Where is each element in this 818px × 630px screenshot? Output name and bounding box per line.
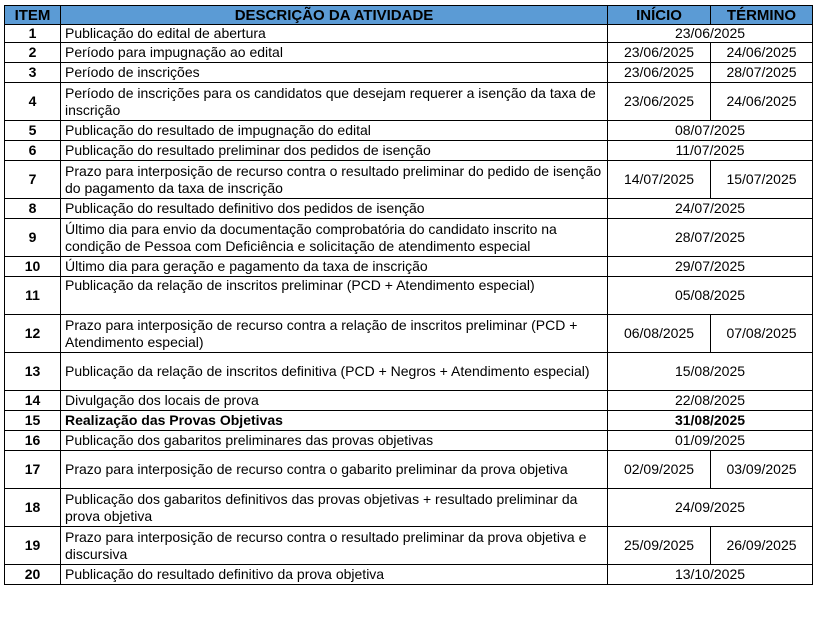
start-date-cell: 14/07/2025 [608, 161, 711, 199]
start-date-cell: 23/06/2025 [608, 43, 711, 63]
table-row [5, 199, 813, 219]
date-cell: 13/10/2025 [608, 565, 813, 585]
date-cell: 29/07/2025 [608, 257, 813, 277]
table-row [5, 43, 813, 63]
activity-description: Período de inscrições [61, 63, 608, 83]
header-row [5, 6, 813, 25]
header-end: TÉRMINO [711, 6, 813, 25]
date-cell: 24/07/2025 [608, 199, 813, 219]
end-date-cell: 07/08/2025 [711, 315, 813, 353]
table-row [5, 277, 813, 315]
end-date-cell: 15/07/2025 [711, 161, 813, 199]
item-number: 20 [5, 565, 61, 585]
activity-description: Publicação dos gabaritos preliminares das provas objetivas [61, 431, 608, 451]
date-cell: 28/07/2025 [608, 219, 813, 257]
item-number: 6 [5, 141, 61, 161]
activity-description: Prazo para interposição de recurso contra o gabarito preliminar da prova objetiva [61, 451, 608, 489]
header-item: ITEM [5, 6, 61, 25]
date-cell: 24/09/2025 [608, 489, 813, 527]
item-number: 1 [5, 25, 61, 43]
item-number: 17 [5, 451, 61, 489]
activity-description: Publicação da relação de inscritos definitiva (PCD + Negros + Atendimento especial) [61, 353, 608, 391]
end-date-cell: 03/09/2025 [711, 451, 813, 489]
item-number: 13 [5, 353, 61, 391]
table-row [5, 257, 813, 277]
activity-description: Último dia para geração e pagamento da taxa de inscrição [61, 257, 608, 277]
activity-description: Publicação do resultado definitivo dos pedidos de isenção [61, 199, 608, 219]
date-cell: 01/09/2025 [608, 431, 813, 451]
activity-description: Último dia para envio da documentação comprobatória do candidato inscrito na condição de Pessoa com Deficiência e solicitação de atendimento especial [61, 219, 608, 257]
activity-description: Período para impugnação ao edital [61, 43, 608, 63]
table-row [5, 489, 813, 527]
item-number: 10 [5, 257, 61, 277]
activity-description: Prazo para interposição de recurso contra o resultado preliminar da prova objetiva e discursiva [61, 527, 608, 565]
activity-description: Prazo para interposição de recurso contra o resultado preliminar do pedido de isenção do pagamento da taxa de inscrição [61, 161, 608, 199]
activity-description: Publicação dos gabaritos definitivos das provas objetivas + resultado preliminar da prova objetiva [61, 489, 608, 527]
start-date-cell: 06/08/2025 [608, 315, 711, 353]
table-row [5, 391, 813, 411]
item-number: 16 [5, 431, 61, 451]
item-number: 2 [5, 43, 61, 63]
header-description: DESCRIÇÃO DA ATIVIDADE [61, 6, 608, 25]
date-cell: 23/06/2025 [608, 25, 813, 43]
end-date-cell: 24/06/2025 [711, 43, 813, 63]
activity-description: Publicação do resultado definitivo da prova objetiva [61, 565, 608, 585]
table-row [5, 161, 813, 199]
activity-description: Período de inscrições para os candidatos que desejam requerer a isenção da taxa de inscrição [61, 83, 608, 121]
table-row [5, 315, 813, 353]
item-number: 18 [5, 489, 61, 527]
item-number: 11 [5, 277, 61, 315]
activity-description: Publicação da relação de inscritos preliminar (PCD + Atendimento especial) [61, 277, 608, 315]
item-number: 3 [5, 63, 61, 83]
table-row [5, 83, 813, 121]
table-row [5, 219, 813, 257]
table-row [5, 527, 813, 565]
activity-description: Realização das Provas Objetivas [61, 411, 608, 431]
start-date-cell: 25/09/2025 [608, 527, 711, 565]
start-date-cell: 02/09/2025 [608, 451, 711, 489]
table-row [5, 25, 813, 43]
schedule-table [4, 5, 813, 585]
date-cell: 08/07/2025 [608, 121, 813, 141]
table-row [5, 451, 813, 489]
date-cell: 31/08/2025 [608, 411, 813, 431]
table-row [5, 121, 813, 141]
header-start: INÍCIO [608, 6, 711, 25]
table-row [5, 411, 813, 431]
item-number: 9 [5, 219, 61, 257]
activity-description: Publicação do resultado de impugnação do edital [61, 121, 608, 141]
table-row [5, 431, 813, 451]
item-number: 15 [5, 411, 61, 431]
table-row [5, 565, 813, 585]
table-row [5, 141, 813, 161]
date-cell: 05/08/2025 [608, 277, 813, 315]
item-number: 12 [5, 315, 61, 353]
end-date-cell: 24/06/2025 [711, 83, 813, 121]
item-number: 19 [5, 527, 61, 565]
item-number: 7 [5, 161, 61, 199]
item-number: 14 [5, 391, 61, 411]
item-number: 4 [5, 83, 61, 121]
end-date-cell: 28/07/2025 [711, 63, 813, 83]
end-date-cell: 26/09/2025 [711, 527, 813, 565]
table-row [5, 63, 813, 83]
item-number: 8 [5, 199, 61, 219]
activity-description: Divulgação dos locais de prova [61, 391, 608, 411]
table-row [5, 353, 813, 391]
date-cell: 11/07/2025 [608, 141, 813, 161]
date-cell: 22/08/2025 [608, 391, 813, 411]
start-date-cell: 23/06/2025 [608, 83, 711, 121]
activity-description: Prazo para interposição de recurso contra a relação de inscritos preliminar (PCD + Atendimento especial) [61, 315, 608, 353]
start-date-cell: 23/06/2025 [608, 63, 711, 83]
date-cell: 15/08/2025 [608, 353, 813, 391]
activity-description: Publicação do resultado preliminar dos pedidos de isenção [61, 141, 608, 161]
activity-description: Publicação do edital de abertura [61, 25, 608, 43]
item-number: 5 [5, 121, 61, 141]
